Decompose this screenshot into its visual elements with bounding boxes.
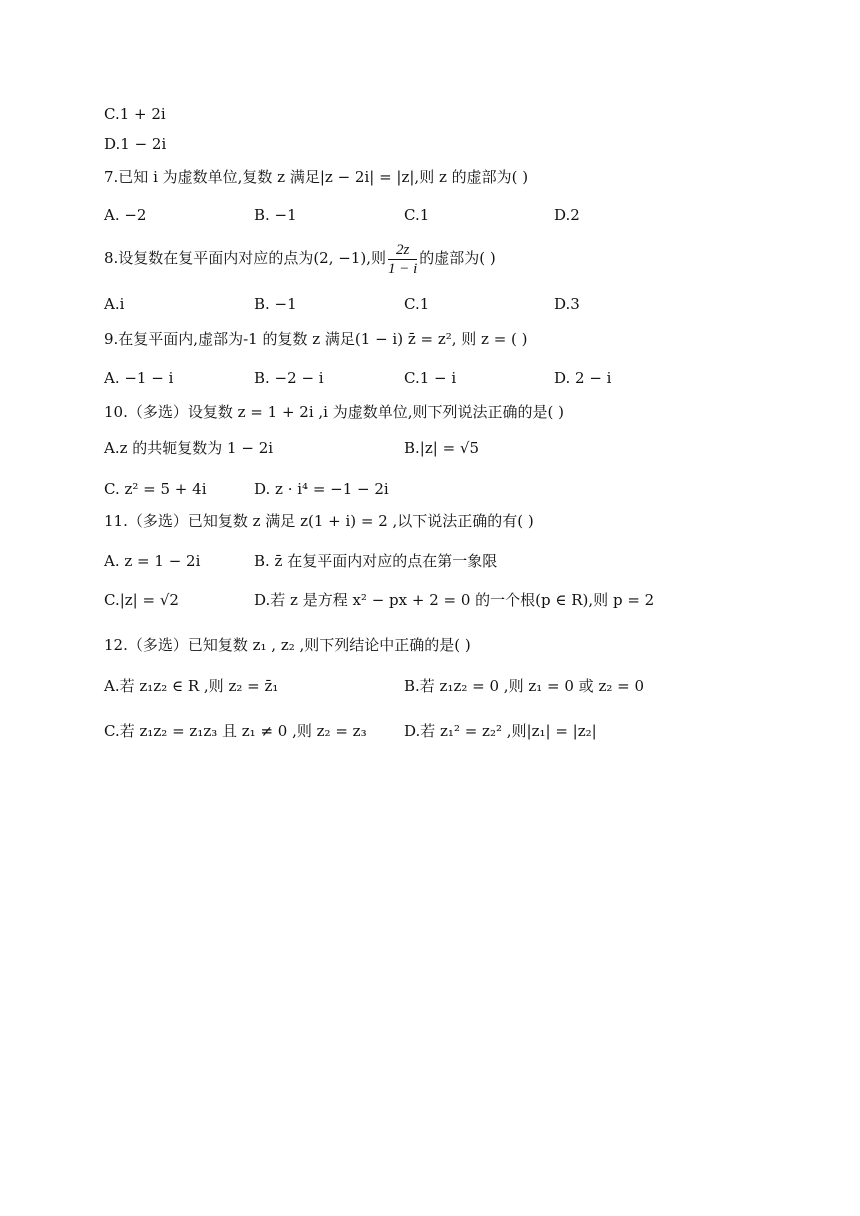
question-7-option-d: D.2: [554, 206, 580, 224]
question-10-option-c: C. z² = 5 + 4i: [104, 480, 207, 498]
question-12-option-b: B.若 z₁z₂ = 0 ,则 z₁ = 0 或 z₂ = 0: [404, 677, 645, 695]
question-12-stem: 12.（多选）已知复数 z₁ , z₂ ,则下列结论中正确的是( ): [104, 636, 471, 654]
question-11-option-a: A. z = 1 − 2i: [104, 552, 201, 570]
question-7-option-c: C.1: [404, 206, 430, 224]
question-7-option-a: A. −2: [104, 206, 147, 224]
question-8-option-d: D.3: [554, 295, 580, 313]
question-11-stem: 11.（多选）已知复数 z 满足 z(1 + i) = 2 ,以下说法正确的有( ): [104, 512, 534, 530]
fraction-denominator: 1 − i: [387, 260, 418, 277]
question-10-option-a: A.z 的共轭复数为 1 − 2i: [104, 439, 274, 457]
question-10-option-b: B.|z| = √5: [404, 439, 480, 457]
question-8-fraction: [388, 241, 417, 278]
option-d-prev: D.1 − 2i: [104, 135, 167, 153]
question-12-option-c: C.若 z₁z₂ = z₁z₃ 且 z₁ ≠ 0 ,则 z₂ = z₃: [104, 722, 367, 740]
question-9-stem: 9.在复平面内,虚部为-1 的复数 z 满足(1 − i) z̄ = z², 则 z = ( ): [104, 330, 528, 348]
question-10-stem: 10.（多选）设复数 z = 1 + 2i ,i 为虚数单位,则下列说法正确的是( ): [104, 403, 564, 421]
question-8-option-b: B. −1: [254, 295, 297, 313]
question-11-option-d: D.若 z 是方程 x² − px + 2 = 0 的一个根(p ∈ R),则 p = 2: [254, 591, 655, 609]
question-12-option-d: D.若 z₁² = z₂² ,则|z₁| = |z₂|: [404, 722, 597, 740]
question-9-option-c: C.1 − i: [404, 369, 457, 387]
question-9-option-b: B. −2 − i: [254, 369, 324, 387]
question-8-option-c: C.1: [404, 295, 430, 313]
question-7-option-b: B. −1: [254, 206, 297, 224]
question-8-stem-post: 的虚部为( ): [419, 249, 496, 267]
question-12-option-a: A.若 z₁z₂ ∈ R ,则 z₂ = z̄₁: [104, 677, 279, 695]
question-9-option-a: A. −1 − i: [104, 369, 174, 387]
question-10-option-d: D. z · i⁴ = −1 − 2i: [254, 480, 389, 498]
question-7-stem: 7.已知 i 为虚数单位,复数 z 满足|z − 2i| = |z|,则 z 的虚部为( ): [104, 168, 529, 186]
question-8-stem: [104, 238, 496, 278]
option-c-prev: C.1 + 2i: [104, 105, 166, 123]
question-11-option-b: B. z̄ 在复平面内对应的点在第一象限: [254, 552, 498, 570]
question-8-option-a: A.i: [104, 295, 125, 313]
fraction-numerator: 2z: [388, 241, 417, 260]
question-11-option-c: C.|z| = √2: [104, 591, 179, 609]
question-9-option-d: D. 2 − i: [554, 369, 612, 387]
question-8-stem-pre: 8.设复数在复平面内对应的点为(2, −1),则: [104, 249, 386, 267]
